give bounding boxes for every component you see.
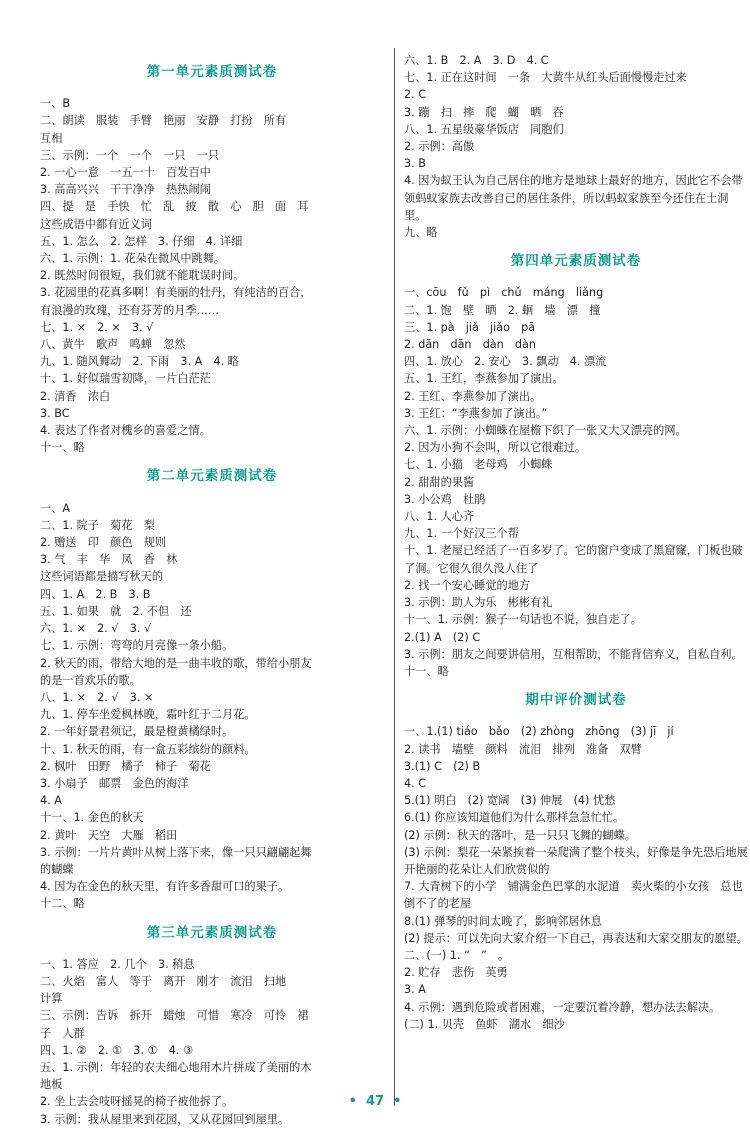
column-divider [394, 48, 395, 1106]
answer-line: 2. 清香 浓白 [40, 389, 111, 403]
answer-line: 这些成语中都有近义词 [40, 217, 152, 231]
answer-line: 4. C [404, 776, 427, 790]
answer-line: 五、1. 王红，李燕参加了演出。 [404, 372, 564, 386]
answer-line: 3. 蹦 扫 摔 爬 蝴 晒 吞 [404, 105, 564, 119]
answer-line: 3. 示例：朋友之间要讲信用，互相帮助，不能背信弃义，自私自利。 [404, 647, 743, 661]
answer-line: 五、1. 如果 就 2. 不但 还 [40, 604, 192, 618]
answer-line: 十、1. 好似瑞雪初降，一片白茫茫 [40, 372, 211, 386]
answer-line: 八、1. 人心齐 [404, 510, 475, 524]
answer-line: 四、1. 放心 2. 安心 3. 飘动 4. 漂流 [404, 355, 607, 369]
unit3-title: 第三单元素质测试卷 [146, 924, 278, 941]
answer-line: 八、1. 五星级豪华饭店 同胞们 [404, 122, 564, 136]
answer-line: 四、1. A 2. B 3. B [40, 587, 151, 601]
answer-line: 四、提 是 手快 忙 乱 披 散 心 胆 面 耳 [40, 200, 309, 214]
answer-line: 六、1. 示例：1. 花朵在微风中跳舞。 [40, 252, 226, 266]
answer-line: 七、1. 示例：弯弯的月亮像一条小船。 [40, 639, 234, 653]
answer-line: 九、略 [404, 226, 438, 240]
answer-line: 有浪漫的玫瑰，还有芬芳的月季…… [40, 303, 220, 317]
answer-line: 二、1. 饱 壁 晒 2. 蛔 墙 漂 撞 [404, 303, 601, 317]
page-number-value: 47 [365, 1094, 385, 1109]
answer-line: 3. 小公鸡 杜鹃 [404, 492, 486, 506]
answer-line: 2. 赠送 印 颜色 规则 [40, 536, 167, 550]
answer-line: 3.(1) C (2) B [404, 759, 481, 773]
answer-line: (3) 示例：梨花一朵紧挨着一朵爬满了整个枝头，好像是争先恐后地展开艳丽的花朵让人们欣赏似的 [404, 845, 748, 876]
answer-line: 2. 甜甜的果酱 [404, 475, 475, 489]
answer-line: 十、1. 秋天的雨，有一盒五彩缤纷的颜料。 [40, 742, 256, 756]
answer-line: 互相 [40, 131, 63, 145]
answer-line: 2. 一心一意 一五一十 百发百中 [40, 166, 211, 180]
answer-line: 三、1. pà jiǎ jiǎo pā [404, 320, 536, 334]
answer-line: 2. 秋天的雨，带给大地的是一曲丰收的歌，带给小朋友 [40, 656, 312, 670]
answer-line: 八、黄牛 歌声 鸣蝉 忽然 [40, 338, 186, 352]
unit1-title: 第一单元素质测试卷 [146, 64, 278, 80]
answer-line: 2. C [404, 88, 427, 102]
answer-line: 二、朗读 服装 手臂 艳丽 安静 打扮 所有 [40, 114, 287, 128]
answer-line: 五、1. 示例：年轻的农夫细心地用木片拼成了美丽的木 [40, 1060, 312, 1074]
answer-line: 3. 示例：我从屋里来到花园，又从花园回到屋里。 [40, 1112, 290, 1126]
answer-line: 七、1. × 2. × 3. √ [40, 320, 154, 334]
answer-line: (2) 示例：秋天的落叶，是一只只飞舞的蝴蝶。 [404, 828, 636, 842]
answer-line: 4. 因为在金色的秋天里，有许多香甜可口的果子。 [40, 880, 290, 894]
answer-line: 十一、1. 示例：猴子一句话也不说，独自走了。 [404, 613, 642, 627]
answer-line: 十一、略 [404, 664, 449, 678]
answer-line: 2.(1) A (2) C [404, 630, 481, 644]
answer-line: 二、火焰 富人 等于 离开 刚才 流泪 扫地 [40, 974, 287, 988]
answer-line: 2. 一年好景君须记，最是橙黄橘绿时。 [40, 725, 234, 739]
answer-line: (二) 1. 贝壳 鱼虾 湖水 细沙 [404, 1017, 565, 1031]
answer-line: 4. 因为蚁王认为自己居住的地方是地球上最好的地方，因此它不会带领蚂蚁家族去改善自己的居住条件，所以蚂蚁家族至今还住在土洞里。 [404, 174, 743, 222]
unit2-title: 第二单元素质测试卷 [146, 468, 278, 485]
answer-line: 十、1. 老屋已经活了一百多岁了。它的窗户变成了黑窟窿，门板也破了洞。它很久很久没人住了 [404, 544, 743, 575]
answer-line: 4. 示例：遇到危险或者困难，一定要沉着冷静，想办法去解决。 [404, 1000, 721, 1014]
answer-line: 2. 既然时间很短，我们就不能耽误时间。 [40, 269, 245, 283]
answer-line: 十二、略 [40, 897, 85, 911]
answer-line: 3. 示例：一片片黄叶从树上落下来，像一只只翩翩起舞 [40, 845, 312, 859]
answer-line: 2. 读书 墙壁 颜料 流泪 排列 准备 双臂 [404, 742, 642, 756]
answer-line: (2) 提示：可以先向大家介绍一下自己，再表达和大家交朋友的愿望。 [404, 931, 748, 945]
answer-line: 2. 贮存 悲伤 英勇 [404, 966, 508, 980]
answer-line: 3. A [404, 983, 426, 997]
answer-line: 七、1. 小猫 老母鸡 小蜘蛛 [404, 458, 553, 472]
answer-line: 5.(1) 明白 (2) 宽阔 (3) 伸展 (4) 忧愁 [404, 794, 616, 808]
answer-line: 2. 枫叶 田野 橘子 柿子 菊花 [40, 759, 211, 773]
answer-line: 2. 坐上去会吱呀摇晃的椅子被他拆了。 [40, 1095, 234, 1109]
answer-line: 八、1. × 2. √ 3. × [40, 690, 154, 704]
answer-line: 3. 王红：“李燕参加了演出。” [404, 406, 548, 420]
answer-line: 2. 因为小狗不会叫，所以它很难过。 [404, 441, 587, 455]
answer-line: 2. 示例：高傲 [404, 140, 475, 154]
answer-line: 一、B [40, 97, 71, 111]
answer-line: 十一、1. 金色的秋天 [40, 811, 144, 825]
left-column [40, 52, 384, 1128]
answer-line: 的蝴蝶 [40, 862, 74, 876]
answer-line: 五、1. 怎么 2. 怎样 3. 仔细 4. 详细 [40, 234, 243, 248]
answer-line: 3. B [404, 157, 426, 171]
answer-line: 2. 黄叶 天空 大雁 稻田 [40, 828, 178, 842]
answer-line: 二、(一) 1. “ ” 。 [404, 948, 510, 962]
midterm-title: 期中评价测试卷 [525, 692, 627, 709]
answer-line: 3. 花园里的花真多啊！有美丽的牡丹，有纯洁的百合， [40, 286, 312, 300]
answer-line: 3. 示例：助人为乐 彬彬有礼 [404, 596, 553, 610]
answer-line: 计算 [40, 992, 63, 1006]
answer-line: 一、1.(1) tiáo bǎo (2) zhòng zhōng (3) jī jí [404, 725, 674, 739]
unit2-answers [40, 500, 384, 913]
answer-line: 九、1. 停车坐爱枫林晚，霜叶红于二月花。 [40, 708, 256, 722]
answer-line: 2. dān dān dàn dàn [404, 338, 536, 352]
answer-line: 七、1. 正在这时间 一条 大黄牛从红头后面慢慢走过来 [404, 71, 687, 85]
answer-line: 这些词语都是描写秋天的 [40, 570, 164, 584]
answer-line: 地板 [40, 1078, 63, 1092]
answer-line: 的是一首欢乐的歌。 [40, 673, 141, 687]
right-column [404, 52, 748, 1033]
answer-line: 7. 大青树下的小学 铺满金色巴掌的水泥道 卖火柴的小女孩 总也倒不了的老屋 [404, 880, 743, 911]
answer-line: 3. BC [40, 406, 70, 420]
answer-line: 一、cōu fǔ pì chǔ máng liǎng [404, 286, 604, 300]
unit4-answers [404, 284, 748, 680]
answer-line: 3. 高高兴兴 干干净净 热热闹闹 [40, 183, 211, 197]
page-number: • 47 • [348, 1094, 402, 1109]
answer-line: 3. 小扇子 邮票 金色的海洋 [40, 776, 189, 790]
answer-line: 三、示例：一个 一个 一只 一只 [40, 148, 220, 162]
answer-line: 六、1. × 2. √ 3. √ [40, 622, 152, 636]
answer-line: 二、1. 院子 菊花 梨 [40, 518, 155, 532]
unit1-answers [40, 95, 384, 456]
answer-line: 3. 气 丰 华 凤 香 林 [40, 553, 178, 567]
answer-line: 三、示例：告诉 拆开 蜡烛 可惜 寒冷 可怜 裙 [40, 1009, 309, 1023]
answer-line: 一、1. 答应 2. 几个 3. 稍息 [40, 957, 195, 971]
answer-line: 8.(1) 弹琴的时间太晚了，影响邻居休息 [404, 914, 602, 928]
answer-line: 4. A [40, 794, 62, 808]
answer-line: 四、1. ② 2. ① 3. ① 4. ③ [40, 1043, 193, 1057]
answer-line: 2. 王红、李燕参加了演出。 [404, 389, 542, 403]
answer-line: 九、1. 一个好汉三个帮 [404, 527, 519, 541]
answer-line: 子 人群 [40, 1026, 85, 1040]
midterm-answers [404, 723, 748, 1033]
unit3-continued-answers [404, 52, 748, 241]
unit4-title: 第四单元素质测试卷 [510, 253, 642, 270]
answer-line: 九、1. 随风舞动 2. 下雨 3. A 4. 略 [40, 355, 239, 369]
answer-line: 十一、略 [40, 441, 85, 455]
answer-line: 六、1. 示例：小蜘蛛在屋檐下织了一张又大又漂亮的网。 [404, 424, 687, 438]
answer-line: 一、A [40, 501, 71, 515]
answer-line: 4. 表达了作者对槐乡的喜爱之情。 [40, 424, 211, 438]
answer-line: 6.(1) 你应该知道他们为什么那样急急忙忙。 [404, 811, 625, 825]
answer-line: 2. 找一个安心睡觉的地方 [404, 578, 531, 592]
answer-line: 六、1. B 2. A 3. D 4. C [404, 54, 549, 67]
